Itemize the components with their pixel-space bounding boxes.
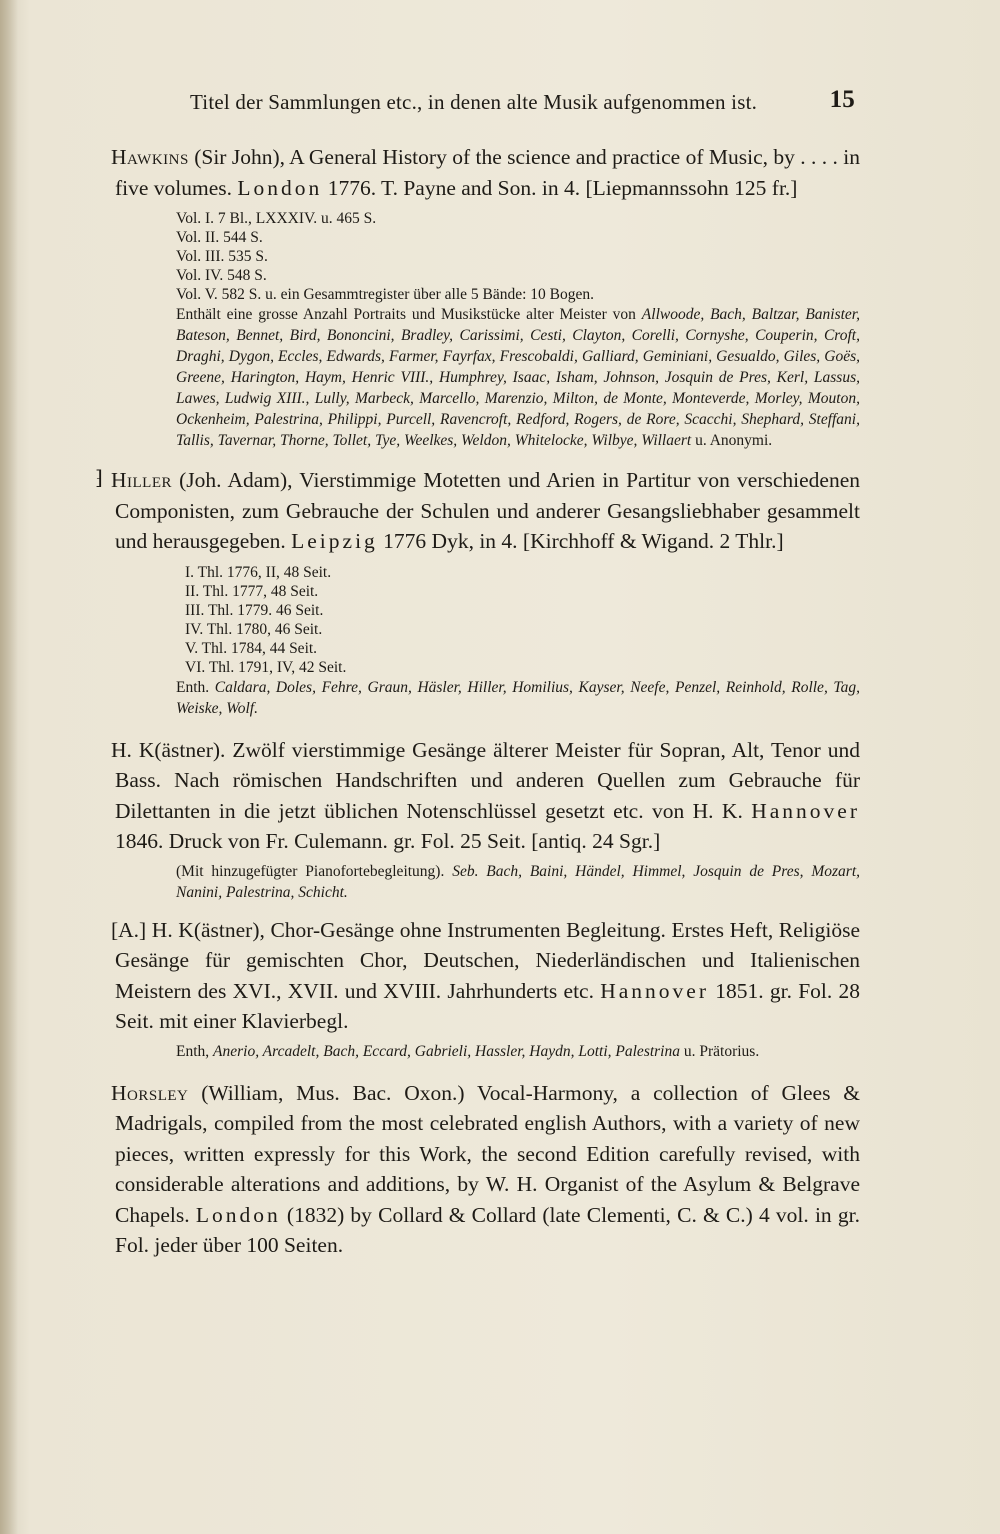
entry-contents-note: (Mit hinzugefügter Pianofortebegleitung). Seb. Bach, Baini, Händel, Himmel, Josquin de Pres, Mozart, Nanini, Palestrina, Schicht. <box>176 862 860 901</box>
entry-main-text: [A.] H. K(ästner), Chor-Gesänge ohne Instrumenten Begleitung. Erstes Heft, Religiöse Gesänge für gemischten Chor, Deutschen, Niederländischen und Italienischen Meistern des XVI., XVII. und XVIII. Jahrhunderts etc. Hannover 1851. gr. Fol. 28 Seit. mit einer Klavierbegl. <box>111 917 861 1033</box>
page-edge-shadow <box>0 0 18 1534</box>
entry-main-text: Horsley (William, Mus. Bac. Oxon.) Vocal-Harmony, a collection of Glees & Madrigals, compiled from the most celebrated english Authors, with a variety of new pieces, written expressly for this Work, the second Edition carefully revised, with considerable alterations and additions, by W. H. Organist of the Asylum & Belgrave Chapels. London (1832) by Collard & Collard (late Clementi, C. & C.) 4 vol. in gr. Fol. jeder über 100 Seiten. <box>111 1080 860 1257</box>
composer-names: Caldara, Doles, Fehre, Graun, Häsler, Hiller, Homilius, Kayser, Neefe, Penzel, Reinhold, Rolle, Tag, Weiske, Wolf. <box>176 678 860 717</box>
entry-main-text: H. K(ästner). Zwölf vierstimmige Gesänge älterer Meister für Sopran, Alt, Tenor und Bass. Nach römischen Handschriften und anderen Quellen zum Gebrauche für Dilettanten in die jetzt üblichen Notenschlüssel gesetzt etc. von H. K. Hannover 1846. Druck von Fr. Culemann. gr. Fol. 25 Seit. [antiq. 24 Sgr.] <box>111 737 860 853</box>
running-header <box>190 86 855 115</box>
entry-kaestner-1846 <box>111 735 860 903</box>
volume-line: IV. Thl. 1780, 46 Seit. <box>185 620 323 638</box>
volume-line: Vol. IV. 548 S. <box>176 267 267 284</box>
volume-line: III. Thl. 1779. 46 Seit. <box>185 601 324 619</box>
page-number: 15 <box>829 86 855 113</box>
entry-city: London <box>237 175 323 200</box>
entry-author: H. K(ästner). <box>111 737 226 762</box>
entry-hawkins <box>111 142 860 451</box>
composer-names: Allwoode, Bach, Baltzar, Banister, Bateson, Bennet, Bird, Bononcini, Bradley, Carissimi, Cesti, Clayton, Corelli, Cornyshe, Couperin, Croft, Draghi, Dygon, Eccles, Edwards, Farmer, Fayrfax, Frescobaldi, Galliard, Geminiani, Gesualdo, Giles, Goës, Greene, Harington, Haym, Henric VIII., Humphrey, Isaac, Isham, Johnson, Josquin de Pres, Kerl, Lassus, Lawes, Ludwig XIII., Lully, Marbeck, Marcello, Marenzio, Milton, de Monte, Monteverde, Morley, Mouton, Ockenheim, Palestrina, Philippi, Purcell, Ravencroft, Redford, Rogers, de Rore, Scacchi, Shephard, Steffani, Tallis, Tavernar, Thorne, Tollet, Tye, Weelkes, Weldon, Whitelocke, Wilbye, Willaert <box>176 306 860 449</box>
volume-line: II. Thl. 1777, 48 Seit. <box>185 582 319 600</box>
entry-city: Leipzig <box>291 529 378 553</box>
volume-line: Vol. I. 7 Bl., LXXXIV. u. 465 S. <box>176 210 377 227</box>
entry-city: Hannover <box>751 798 860 823</box>
pencil-mark: ⁆ <box>95 467 103 489</box>
entry-main-text: Hawkins (Sir John), A General History of the science and practice of Music, by . . . . in five volumes. London 1776. T. Payne and Son. in 4. [Liepmannssohn 125 fr.] <box>111 145 860 200</box>
volume-line: VI. Thl. 1791, IV, 42 Seit. <box>185 658 347 676</box>
entry-author: Hiller <box>111 468 173 492</box>
volume-line: I. Thl. 1776, II, 48 Seit. <box>185 563 332 581</box>
header-title: Titel der Sammlungen etc., in denen alte Musik aufgenommen ist. <box>190 90 758 114</box>
entry-author: Horsley <box>111 1080 189 1105</box>
entry-city: London <box>195 1202 281 1227</box>
entry-author: [A.] H. K(ästner), <box>111 917 265 942</box>
composer-names: Seb. Bach, Baini, Händel, Himmel, Josquin de Pres, Mozart, Nanini, Palestrina, Schicht. <box>176 862 860 901</box>
entry-hiller <box>95 465 860 719</box>
entry-contents-note: Enth, Anerio, Arcadelt, Bach, Eccard, Gabrieli, Hassler, Haydn, Lotti, Palestrina u. Prätorius. <box>176 1042 760 1060</box>
volume-list <box>185 563 860 677</box>
entry-author: Hawkins <box>111 145 189 169</box>
composer-names: Anerio, Arcadelt, Bach, Eccard, Gabrieli, Hassler, Haydn, Lotti, Palestrina <box>213 1042 680 1060</box>
entry-city: Hannover <box>600 978 709 1003</box>
bibliography-list <box>95 142 861 1261</box>
entry-horsley <box>111 1078 860 1261</box>
entry-kaestner-1851 <box>111 915 861 1062</box>
volume-line: Vol. II. 544 S. <box>176 229 263 246</box>
entry-contents-note: Enth. Caldara, Doles, Fehre, Graun, Häsler, Hiller, Homilius, Kayser, Neefe, Penzel, Reinhold, Rolle, Tag, Weiske, Wolf. <box>176 678 860 717</box>
entry-main-text: Hiller (Joh. Adam), Vierstimmige Motetten und Arien in Partitur von verschiedenen Componisten, zum Gebrauche der Schulen und anderer Gesangsliebhaber gesammelt und herausgegeben. Leipzig 1776 Dyk, in 4. [Kirchhoff & Wigand. 2 Thlr.] <box>111 468 860 553</box>
entry-contents-note: Enthält eine grosse Anzahl Portraits und Musikstücke alter Meister von Allwoode, Bach, Baltzar, Banister, Bateson, Bennet, Bird, Bononcini, Bradley, Carissimi, Cesti, Clayton, Corelli, Cornyshe, Couperin, Croft, Draghi, Dygon, Eccles, Edwards, Farmer, Fayrfax, Frescobaldi, Galliard, Geminiani, Gesualdo, Giles, Goës, Greene, Harington, Haym, Henric VIII., Humphrey, Isaac, Isham, Johnson, Josquin de Pres, Kerl, Lassus, Lawes, Ludwig XIII., Lully, Marbeck, Marcello, Marenzio, Milton, de Monte, Monteverde, Morley, Mouton, Ockenheim, Palestrina, Philippi, Purcell, Ravencroft, Redford, Rogers, de Rore, Scacchi, Shephard, Steffani, Tallis, Tavernar, Thorne, Tollet, Tye, Weelkes, Weldon, Whitelocke, Wilbye, Willaert u. Anonymi. <box>176 306 860 449</box>
volume-line: Vol. V. 582 S. u. ein Gesammtregister über alle 5 Bände: 10 Bogen. <box>176 286 595 303</box>
volume-list <box>176 209 860 304</box>
volume-line: V. Thl. 1784, 44 Seit. <box>185 639 318 657</box>
volume-line: Vol. III. 535 S. <box>176 248 268 265</box>
